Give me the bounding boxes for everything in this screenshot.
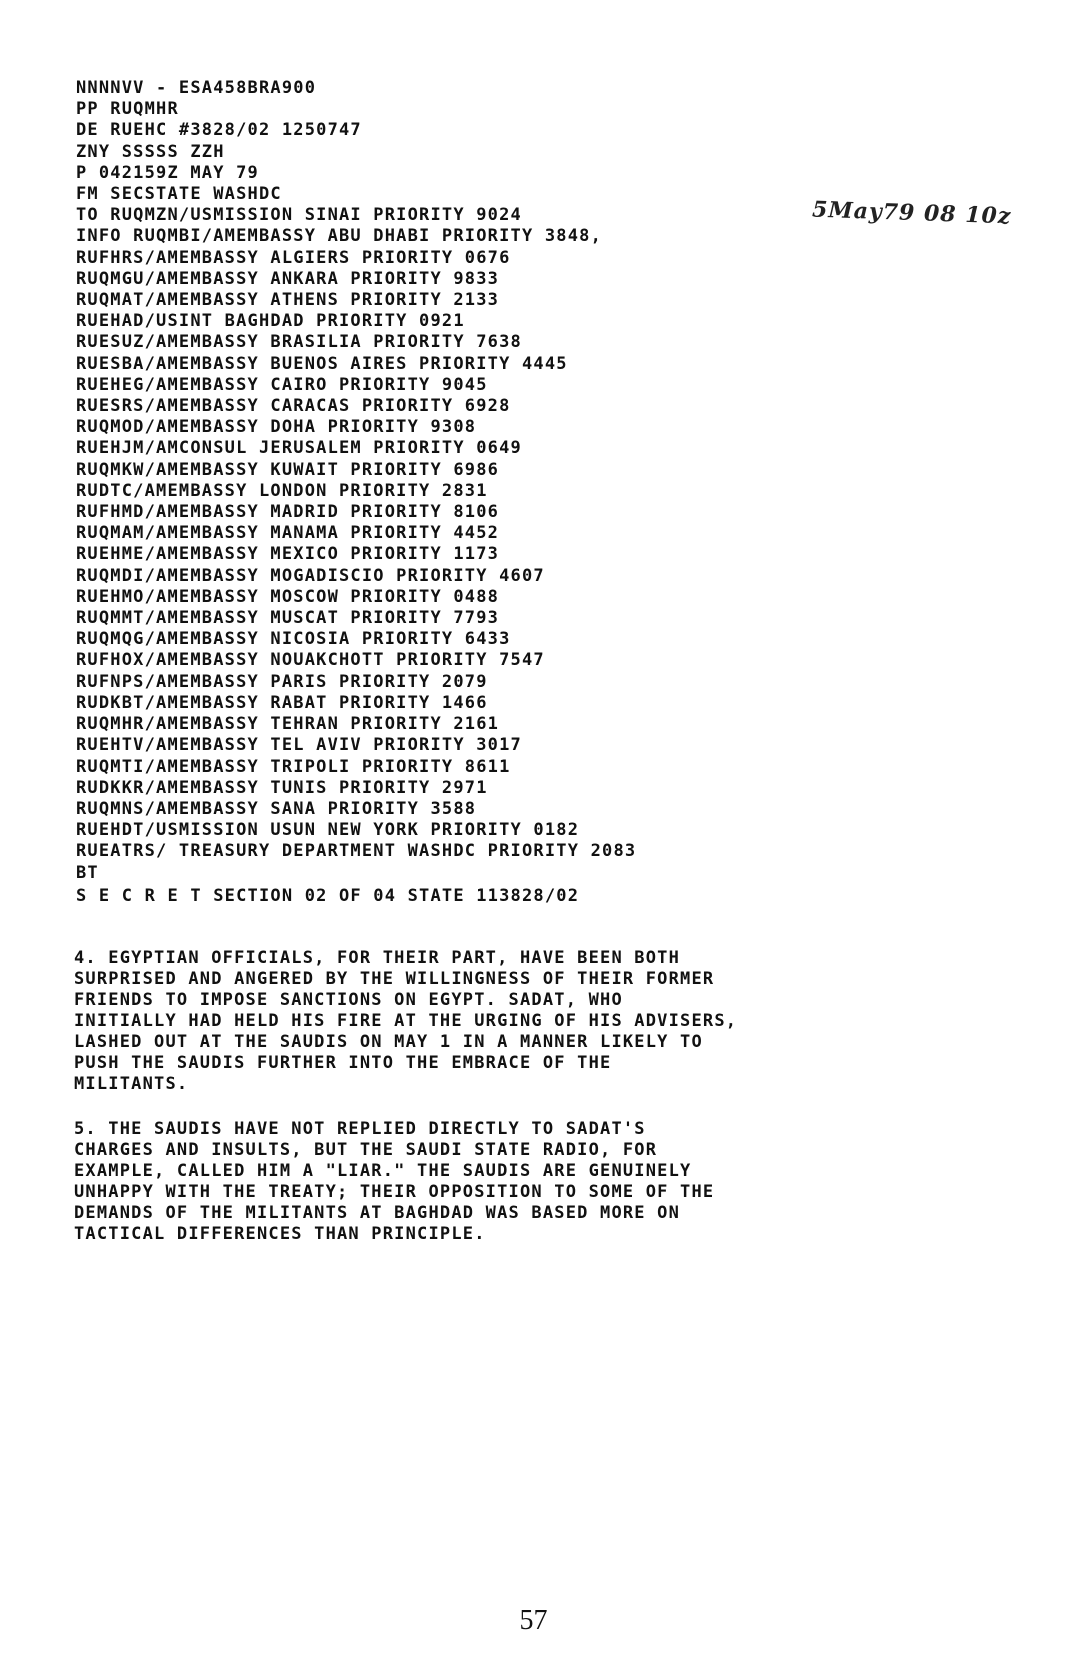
routing-line: RUESBA/AMEMBASSY BUENOS AIRES PRIORITY 4445 [76, 353, 568, 374]
routing-line: ZNY SSSSS ZZH [76, 141, 225, 162]
cable-routing-header [76, 78, 796, 906]
routing-line: RUQMGU/AMEMBASSY ANKARA PRIORITY 9833 [76, 268, 500, 289]
paragraph-4: 4. EGYPTIAN OFFICIALS, FOR THEIR PART, HAVE BEEN BOTH SURPRISED AND ANGERED BY THE WILLINGNESS OF THEIR FORMER FRIENDS TO IMPOSE SANCTIONS ON EGYPT. SADAT, WHO INITIALLY HAD HELD HIS FIRE AT THE URGING OF HIS ADVISERS, LASHED OUT AT THE SAUDIS ON MAY 1 IN A MANNER LIKELY TO PUSH THE SAUDIS FURTHER INTO THE EMBRACE OF THE MILITANTS. [74, 948, 738, 1094]
routing-line: P 042159Z MAY 79 [76, 162, 259, 183]
cable-body [74, 948, 834, 1269]
routing-line: RUEHDT/USMISSION USUN NEW YORK PRIORITY 0182 [76, 820, 580, 841]
routing-line: RUEATRS/ TREASURY DEPARTMENT WASHDC PRIORITY 2083 [76, 841, 637, 862]
routing-line: RUQMNS/AMEMBASSY SANA PRIORITY 3588 [76, 798, 477, 819]
routing-line: RUEHEG/AMEMBASSY CAIRO PRIORITY 9045 [76, 374, 488, 395]
routing-line: RUQMKW/AMEMBASSY KUWAIT PRIORITY 6986 [76, 459, 500, 480]
routing-line: RUQMTI/AMEMBASSY TRIPOLI PRIORITY 8611 [76, 756, 511, 777]
routing-line: INFO RUQMBI/AMEMBASSY ABU DHABI PRIORITY 3848, [76, 226, 603, 247]
classification-line: S E C R E T SECTION 02 OF 04 STATE 113828/02 [76, 885, 580, 906]
routing-line: RUFHOX/AMEMBASSY NOUAKCHOTT PRIORITY 7547 [76, 650, 545, 671]
routing-line: RUEHME/AMEMBASSY MEXICO PRIORITY 1173 [76, 544, 500, 565]
routing-line: RUQMAT/AMEMBASSY ATHENS PRIORITY 2133 [76, 290, 500, 311]
routing-line: FM SECSTATE WASHDC [76, 184, 282, 205]
routing-line: RUESUZ/AMEMBASSY BRASILIA PRIORITY 7638 [76, 332, 522, 353]
routing-line: RUQMMT/AMEMBASSY MUSCAT PRIORITY 7793 [76, 608, 500, 629]
routing-line: RUQMAM/AMEMBASSY MANAMA PRIORITY 4452 [76, 523, 500, 544]
date-time-stamp: 5May79 08 10z [811, 196, 1012, 230]
routing-line: BT [76, 862, 99, 883]
routing-line: RUQMDI/AMEMBASSY MOGADISCIO PRIORITY 4607 [76, 565, 545, 586]
routing-line: TO RUQMZN/USMISSION SINAI PRIORITY 9024 [76, 205, 522, 226]
routing-line: RUEHAD/USINT BAGHDAD PRIORITY 0921 [76, 311, 465, 332]
routing-line: RUDKBT/AMEMBASSY RABAT PRIORITY 1466 [76, 692, 488, 713]
routing-line: RUDTC/AMEMBASSY LONDON PRIORITY 2831 [76, 480, 488, 501]
paragraph-5: 5. THE SAUDIS HAVE NOT REPLIED DIRECTLY TO SADAT'S CHARGES AND INSULTS, BUT THE SAUDI STATE RADIO, FOR EXAMPLE, CALLED HIM A "LIAR." THE SAUDIS ARE GENUINELY UNHAPPY WITH THE TREATY; THEIR OPPOSITION TO SOME OF THE DEMANDS OF THE MILITANTS AT BAGHDAD WAS BASED MORE ON TACTICAL DIFFERENCES THAN PRINCIPLE. [74, 1119, 715, 1244]
routing-line: RUEHTV/AMEMBASSY TEL AVIV PRIORITY 3017 [76, 735, 522, 756]
page-number: 57 [519, 1605, 548, 1636]
routing-line: DE RUEHC #3828/02 1250747 [76, 120, 362, 141]
routing-line: RUFHMD/AMEMBASSY MADRID PRIORITY 8106 [76, 502, 500, 523]
routing-line: RUQMHR/AMEMBASSY TEHRAN PRIORITY 2161 [76, 714, 500, 735]
routing-line: RUQMQG/AMEMBASSY NICOSIA PRIORITY 6433 [76, 629, 511, 650]
routing-line: RUESRS/AMEMBASSY CARACAS PRIORITY 6928 [76, 396, 511, 417]
routing-line: NNNNVV - ESA458BRA900 [76, 78, 317, 98]
routing-line: PP RUQMHR [76, 99, 179, 120]
routing-line: RUEHJM/AMCONSUL JERUSALEM PRIORITY 0649 [76, 438, 522, 459]
routing-line: RUFNPS/AMEMBASSY PARIS PRIORITY 2079 [76, 671, 488, 692]
routing-line: RUEHMO/AMEMBASSY MOSCOW PRIORITY 0488 [76, 586, 500, 607]
routing-line: RUFHRS/AMEMBASSY ALGIERS PRIORITY 0676 [76, 247, 511, 268]
routing-line: RUDKKR/AMEMBASSY TUNIS PRIORITY 2971 [76, 777, 488, 798]
routing-line: RUQMOD/AMEMBASSY DOHA PRIORITY 9308 [76, 417, 477, 438]
